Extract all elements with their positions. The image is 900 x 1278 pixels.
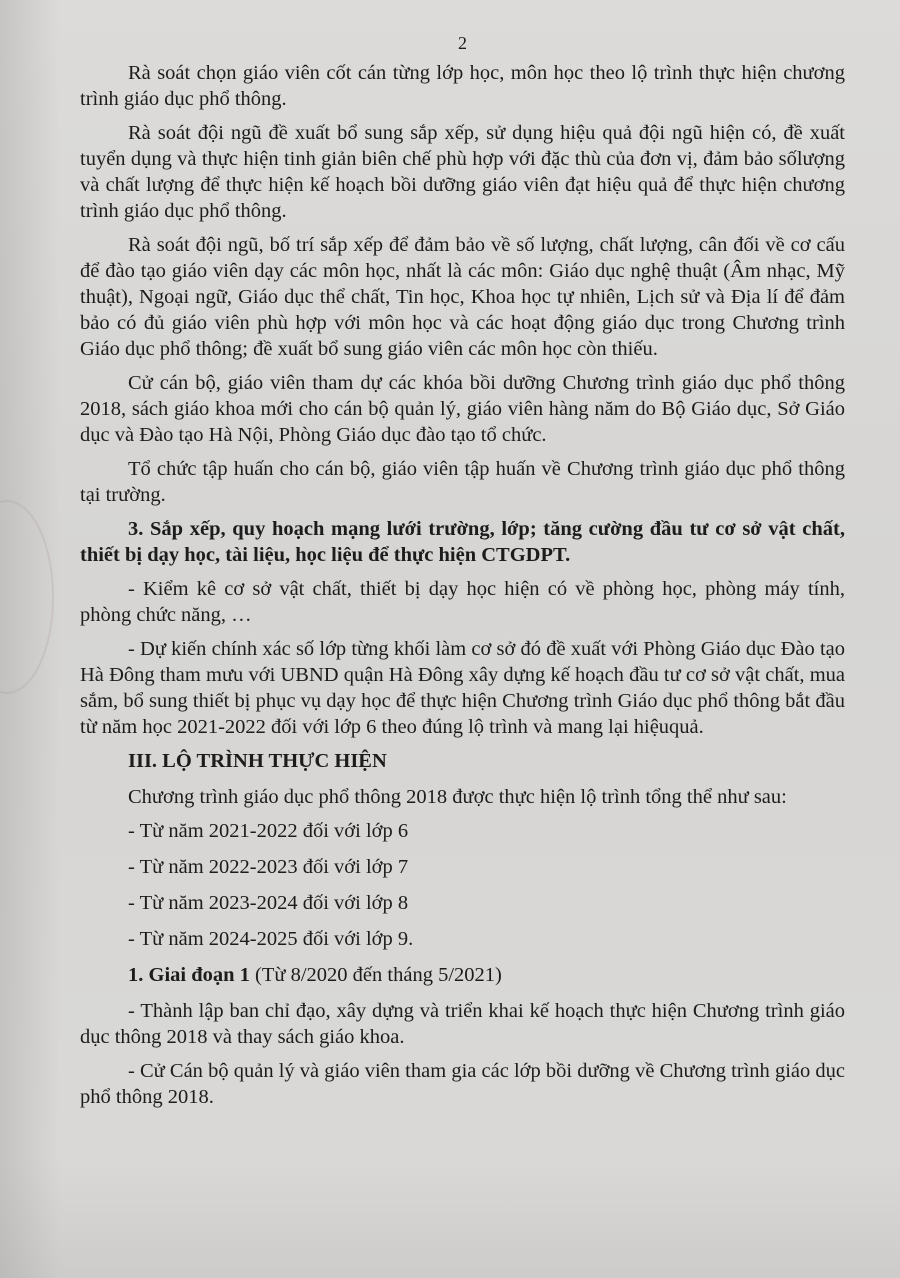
section-iii-title: III. LỘ TRÌNH THỰC HIỆN <box>128 750 387 772</box>
roadmap-item: - Từ năm 2023-2024 đối với lớp 8 <box>128 892 409 914</box>
paragraph: Tổ chức tập huấn cho cán bộ, giáo viên tập huấn về Chương trình giáo dục phổ thông tại trường. <box>80 458 845 506</box>
paragraph: Cử cán bộ, giáo viên tham dự các khóa bồi dưỡng Chương trình giáo dục phổ thông 2018, sách giáo khoa mới cho cán bộ quản lý, giáo viên hàng năm do Bộ Giáo dục, Sở Giáo dục và Đào tạo Hà Nội, Phòng Giáo dục đào tạo tổ chức. <box>80 372 845 446</box>
roadmap-item: - Từ năm 2024-2025 đối với lớp 9. <box>128 928 414 950</box>
phase-1-label: 1. Giai đoạn 1 <box>128 964 250 986</box>
paragraph: Rà soát đội ngũ đề xuất bổ sung sắp xếp, sử dụng hiệu quả đội ngũ hiện có, đề xuất tuyển dụng và thực hiện tinh giản biên chế phù hợp với đặc thù của đơn vị, đảm bảo sốlượng và chất lượng để thực hiện kế hoạch bồi dưỡng giáo viên đạt hiệu quả để thực hiện chương trình giáo dục phổ thông. <box>80 122 845 222</box>
paragraph: Rà soát chọn giáo viên cốt cán từng lớp học, môn học theo lộ trình thực hiện chương trình giáo dục phổ thông. <box>80 62 845 110</box>
section-iii-intro: Chương trình giáo dục phổ thông 2018 được thực hiện lộ trình tổng thể như sau: <box>128 786 787 808</box>
roadmap-item: - Từ năm 2021-2022 đối với lớp 6 <box>128 820 409 842</box>
document-body <box>80 30 845 1118</box>
page-shadow-bottom <box>0 1158 900 1278</box>
section-3-heading: 3. Sắp xếp, quy hoạch mạng lưới trường, lớp; tăng cường đầu tư cơ sở vật chất, thiết bị dạy học, tài liệu, học liệu để thực hiện CTGDPT. <box>80 518 845 566</box>
paragraph: - Kiểm kê cơ sở vật chất, thiết bị dạy học hiện có về phòng học, phòng máy tính, phòng chức năng, … <box>80 578 845 626</box>
paragraph: - Dự kiến chính xác số lớp từng khối làm cơ sở đó đề xuất với Phòng Giáo dục Đào tạo Hà Đông tham mưu với UBND quận Hà Đông xây dựng kế hoạch đầu tư cơ sở vật chất, mua sắm, bổ sung thiết bị phục vụ dạy học để thực hiện Chương trình Giáo dục phổ thông bắt đầu từ năm học 2021-2022 đối với lớp 6 theo đúng lộ trình và mang lại hiệuquả. <box>80 638 845 738</box>
phase-1-item: - Thành lập ban chỉ đạo, xây dựng và triển khai kế hoạch thực hiện Chương trình giáo dục thông 2018 và thay sách giáo khoa. <box>80 1000 845 1048</box>
roadmap-item: - Từ năm 2022-2023 đối với lớp 7 <box>128 856 409 878</box>
page-number: 2 <box>458 33 467 53</box>
phase-1-period: (Từ 8/2020 đến tháng 5/2021) <box>249 964 502 986</box>
paragraph: Rà soát đội ngũ, bố trí sắp xếp để đảm bảo về số lượng, chất lượng, cân đối về cơ cấu để đào tạo giáo viên dạy các môn học, nhất là các môn: Giáo dục nghệ thuật (Âm nhạc, Mỹ thuật), Ngoại ngữ, Giáo dục thể chất, Tin học, Khoa học tự nhiên, Lịch sử và Địa lí để đảm bảo có đủ giáo viên phù hợp với môn học và các hoạt động giáo dục trong Chương trình Giáo dục phổ thông; đề xuất bổ sung giáo viên các môn học còn thiếu. <box>80 234 845 360</box>
faint-stamp-mark <box>0 500 54 694</box>
phase-1-item: - Cử Cán bộ quản lý và giáo viên tham gia các lớp bồi dưỡng về Chương trình giáo dục phổ thông 2018. <box>80 1060 845 1108</box>
phase-1-heading <box>80 962 845 988</box>
